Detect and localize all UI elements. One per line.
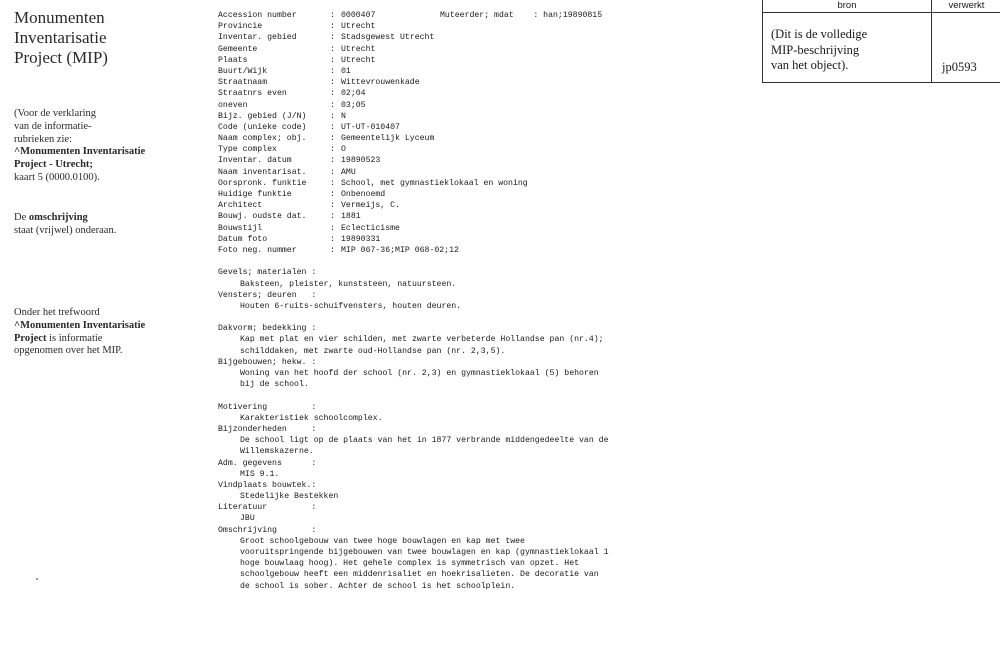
field-separator: : [330,66,335,76]
section-text: hoge bouwlaag hoog). Het gehele complex is symmetrisch van opzet. Het [240,559,580,569]
field-label: Buurt/Wijk [218,66,268,76]
field-value: O [341,145,346,155]
title-line: Project (MIP) [14,48,108,67]
field-value: Stadsgewest Utrecht [341,33,435,43]
field-label: Oorspronk. funktie [218,178,307,188]
record-field [218,21,738,32]
title-line: Inventarisatie [14,28,107,47]
field-separator: : [330,245,335,255]
description-line: MIP-beschrijving [771,42,860,57]
record-field [218,32,738,43]
field-label: Straatnrs even [218,89,287,99]
description-line: van het object). [771,58,849,72]
note-line: De omschrijving [14,212,88,223]
field-label: Huidige funktie [218,190,292,199]
field-value: 01 [341,66,351,76]
field-value: AMU [341,167,356,177]
record-fields [218,10,738,256]
field-separator: : [330,190,335,199]
section-label: Dakvorm; bedekking : [218,324,317,334]
field-label: Provincie [218,22,263,32]
section-text: Willemskazerne. [240,447,314,457]
field-separator: : [330,78,335,88]
section-text: de school is sober. Achter de school is het schoolplein. [240,581,516,591]
field-separator: : [330,134,335,144]
section-label: Vensters; deuren : [218,290,317,300]
section-text: schoolgebouw heeft een middenrisaliet en hoekrisalieten. De decoratie van [240,570,599,580]
description-note [14,212,204,238]
field-label: Type complex [218,145,277,155]
field-value: Wittevrouwenkade [341,78,420,88]
section-text: Kap met plat en vier schilden, met zwarte verbeterde Hollandse pan (nr.4); [240,335,604,345]
section-label: Literatuur : [218,503,317,513]
field-separator: : [330,100,335,110]
field-separator: : [330,223,335,233]
note-reference: ^Monumenten Inventarisatie [14,146,146,158]
field-value: UT-UT-010407 [341,122,400,132]
section-text: Baksteen, pleister, kunststeen, natuursteen. [240,279,457,289]
field-separator: : [330,122,335,132]
record-field [218,245,738,256]
field-label: Gemeente [218,44,258,54]
field-label: Inventar. gebied [218,33,297,43]
section-text: Karakteristiek schoolcomplex. [240,413,383,423]
field-label: Bijz. gebied (J/N) [218,111,307,121]
field-label: Architect [218,201,263,211]
section-label: Omschrijving : [218,525,317,535]
field-value: Utrecht [341,55,376,65]
field-separator: : [330,178,335,188]
record-field [218,77,738,88]
record-field [218,44,738,55]
record-field [218,133,738,144]
field-label: Bouwj. oudste dat. [218,212,307,222]
section-label: Bijzonderheden : [218,424,317,434]
section-label: Motivering : [218,402,317,412]
record-field [218,144,738,155]
source-column-header: bron [837,0,857,11]
column-divider [931,0,932,82]
record-field [218,122,738,133]
field-separator: : [330,156,335,166]
title-line: Monumenten [14,8,105,27]
section-label: Gevels; materialen : [218,268,317,278]
field-value: Utrecht [341,44,376,54]
record-field [218,55,738,66]
record-field [218,66,738,77]
processed-code: jp0593 [942,60,977,74]
mip-record [218,10,738,592]
note-line: staat (vrijwel) onderaan. [14,224,117,236]
field-separator: : [330,234,335,244]
section-text: Houten 6-ruits-schuifvensters, houten deuren. [240,301,462,311]
field-value: School, met gymnastieklokaal en woning [341,178,528,188]
section-text: MIS 9.1. [240,469,280,479]
mutation-info: Muteerder; mdat : han;19890815 [440,11,603,20]
mip-title [14,8,204,68]
field-label: Plaats [218,55,248,65]
field-label: Straatnaam [218,78,268,88]
field-value: 19890331 [341,234,381,244]
note-line: (Voor de verklaring [14,108,97,119]
field-label: Accession number [218,11,297,20]
section-text: vooruitspringende bijgebouwen van twee bouwlagen en kap (gymnastieklokaal 1 [240,548,609,557]
section-label: Adm. gegevens : [218,458,317,468]
field-label: Code (unieke code) [218,122,307,132]
field-separator: : [330,11,335,20]
record-field [218,155,738,166]
field-value: Onbenoemd [341,190,386,199]
field-separator: : [330,33,335,43]
field-value: 1881 [341,212,361,222]
section-text: De school ligt op de plaats van het in 1877 verbrande middengedeelte van de [240,436,609,446]
field-value: Vermeijs, C. [341,201,400,211]
field-value: MIP 067-36;MIP 068-02;12 [341,245,459,255]
field-separator: : [330,145,335,155]
note-reference: ^Monumenten Inventarisatie [14,319,146,331]
section-label: Vindplaats bouwtek.: [218,480,317,490]
record-field [218,189,738,200]
record-field [218,88,738,99]
section-text: bij de school. [240,380,309,390]
field-label: Datum foto [218,234,268,244]
record-field [218,223,738,234]
processed-column-header: verwerkt [948,0,985,11]
spacer [218,390,738,401]
section-text: JBU [240,514,255,524]
field-label: Naam inventarisat. [218,167,307,177]
source-description [771,27,926,74]
field-separator: : [330,89,335,99]
field-value: 19890523 [341,156,381,166]
record-sections [218,267,738,591]
section-text: Stedelijke Bestekken [240,492,339,502]
field-label: oneven [218,100,248,110]
field-label: Naam complex; obj. [218,134,307,144]
note-line: rubrieken zie: [14,133,73,145]
record-field [218,234,738,245]
field-separator: : [330,212,335,222]
field-separator: : [330,167,335,177]
field-value: 02;04 [341,89,366,99]
section-text: Groot schoolgebouw van twee hoge bouwlagen en kap met twee [240,536,525,546]
field-value: Gemeentelijk Lyceum [341,134,435,144]
record-field [218,167,738,178]
field-label: Bouwstijl [218,223,263,233]
spacer [218,256,738,267]
field-value: 03;05 [341,100,366,110]
note-line: kaart 5 (0000.0100). [14,171,100,183]
note-line: Project is informatie [14,332,103,344]
note-line: Onder het trefwoord [14,307,100,318]
record-field [218,100,738,111]
description-line: (Dit is de volledige [771,27,868,41]
note-line: opgenomen over het MIP. [14,345,123,357]
note-reference: Project - Utrecht; [14,159,93,171]
record-field [218,211,738,222]
field-value: Eclecticisme [341,223,400,233]
record-field [218,178,738,189]
spacer [218,312,738,323]
field-value: Utrecht [341,22,376,32]
field-label: Inventar. datum [218,156,292,166]
section-text: schilddaken, met zwarte oud-Hollandse pan (nr. 2,3,5). [240,346,506,356]
field-value: 0000407 [341,11,376,20]
source-box [762,0,1000,83]
source-box-header [763,0,1000,13]
field-separator: : [330,22,335,32]
field-value: N [341,111,346,121]
note-line: van de informatie- [14,120,92,132]
field-label: Foto neg. nummer [218,245,297,255]
section-text: Woning van het hoofd der school (nr. 2,3) en gymnastieklokaal (5) behoren [240,369,599,378]
keyword-note [14,307,204,358]
field-separator: : [330,201,335,211]
field-separator: : [330,55,335,65]
record-field [218,200,738,211]
field-separator: : [330,111,335,121]
record-field [218,111,738,122]
stray-mark [36,578,38,580]
section-label: Bijgebouwen; hekw. : [218,357,317,367]
explanation-note [14,108,204,185]
field-separator: : [330,44,335,54]
